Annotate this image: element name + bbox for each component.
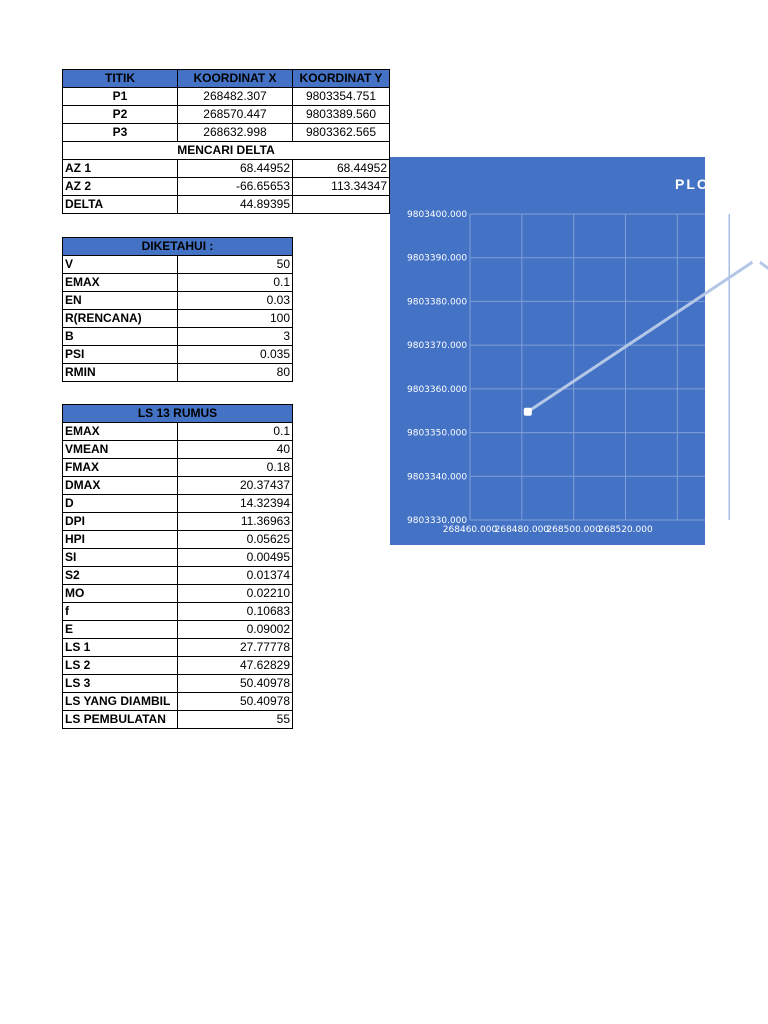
table-row xyxy=(63,549,293,567)
cell[interactable]: 113.34347 xyxy=(293,178,390,196)
value-cell[interactable]: 27.77778 xyxy=(178,639,293,657)
column-header[interactable]: KOORDINAT X xyxy=(178,70,293,88)
table-row xyxy=(63,639,293,657)
label-cell[interactable]: LS PEMBULATAN xyxy=(63,711,178,729)
label-cell[interactable]: RMIN xyxy=(63,364,178,382)
chart-title: PLO xyxy=(675,176,710,192)
table-row xyxy=(63,292,293,310)
cell[interactable]: 9803362.565 xyxy=(293,124,390,142)
table-row xyxy=(63,567,293,585)
cell[interactable]: 68.44952 xyxy=(178,160,293,178)
ls-formula-body xyxy=(63,423,293,729)
table-header-row xyxy=(63,70,390,88)
value-cell[interactable]: 0.18 xyxy=(178,459,293,477)
cell[interactable]: 68.44952 xyxy=(293,160,390,178)
value-cell[interactable]: 0.03 xyxy=(178,292,293,310)
value-cell[interactable]: 80 xyxy=(178,364,293,382)
cell[interactable]: P3 xyxy=(63,124,178,142)
value-cell[interactable]: 50 xyxy=(178,256,293,274)
label-cell[interactable]: D xyxy=(63,495,178,513)
cell[interactable]: 268632.998 xyxy=(178,124,293,142)
value-cell[interactable]: 0.035 xyxy=(178,346,293,364)
value-cell[interactable]: 0.05625 xyxy=(178,531,293,549)
label-cell[interactable]: MO xyxy=(63,585,178,603)
value-cell[interactable]: 11.36963 xyxy=(178,513,293,531)
label-cell[interactable]: EMAX xyxy=(63,423,178,441)
cell[interactable]: AZ 2 xyxy=(63,178,178,196)
table-row xyxy=(63,603,293,621)
label-cell[interactable]: HPI xyxy=(63,531,178,549)
value-cell[interactable]: 50.40978 xyxy=(178,693,293,711)
label-cell[interactable]: EMAX xyxy=(63,274,178,292)
table-row xyxy=(63,328,293,346)
table-row xyxy=(63,310,293,328)
value-cell[interactable]: 47.62829 xyxy=(178,657,293,675)
cell[interactable]: 44.89395 xyxy=(178,196,293,214)
known-values-body xyxy=(63,256,293,382)
value-cell[interactable]: 0.01374 xyxy=(178,567,293,585)
value-cell[interactable]: 55 xyxy=(178,711,293,729)
cell[interactable]: DELTA xyxy=(63,196,178,214)
cell[interactable]: 9803389.560 xyxy=(293,106,390,124)
x-tick-label: 268460.000 xyxy=(442,525,498,535)
data-point[interactable] xyxy=(752,256,760,264)
table-row xyxy=(63,196,390,214)
cell[interactable]: 9803354.751 xyxy=(293,88,390,106)
label-cell[interactable]: f xyxy=(63,603,178,621)
coordinates-table xyxy=(62,69,390,214)
table-row xyxy=(63,657,293,675)
value-cell[interactable]: 14.32394 xyxy=(178,495,293,513)
y-tick-label: 9803400.000 xyxy=(407,210,468,220)
table-row xyxy=(63,364,293,382)
plot-chart[interactable] xyxy=(390,157,710,545)
label-cell[interactable]: V xyxy=(63,256,178,274)
label-cell[interactable]: S2 xyxy=(63,567,178,585)
table-row xyxy=(63,711,293,729)
label-cell[interactable]: PSI xyxy=(63,346,178,364)
value-cell[interactable]: 50.40978 xyxy=(178,675,293,693)
cell[interactable]: P2 xyxy=(63,106,178,124)
table-row xyxy=(63,495,293,513)
table-row xyxy=(63,178,390,196)
table-row xyxy=(63,459,293,477)
y-tick-label: 9803380.000 xyxy=(407,297,468,308)
label-cell[interactable]: DMAX xyxy=(63,477,178,495)
label-cell[interactable]: LS 2 xyxy=(63,657,178,675)
table-row xyxy=(63,693,293,711)
label-cell[interactable]: SI xyxy=(63,549,178,567)
table-row xyxy=(63,88,390,106)
value-cell[interactable]: 0.09002 xyxy=(178,621,293,639)
table-row xyxy=(63,675,293,693)
label-cell[interactable]: LS YANG DIAMBIL xyxy=(63,693,178,711)
x-tick-label: 268520.000 xyxy=(598,525,653,535)
label-cell[interactable]: FMAX xyxy=(63,459,178,477)
table-row xyxy=(63,256,293,274)
x-tick-label: 268500.000 xyxy=(546,525,601,535)
y-tick-label: 9803360.000 xyxy=(407,384,468,395)
table-row xyxy=(63,346,293,364)
column-header[interactable]: TITIK xyxy=(63,70,178,88)
table-header[interactable]: DIKETAHUI : xyxy=(63,238,293,256)
table-row xyxy=(63,513,293,531)
value-cell[interactable]: 0.02210 xyxy=(178,585,293,603)
table-row xyxy=(63,531,293,549)
table-row xyxy=(63,477,293,495)
column-header[interactable]: KOORDINAT Y xyxy=(293,70,390,88)
y-tick-label: 9803330.000 xyxy=(407,516,468,526)
cell[interactable] xyxy=(293,196,390,214)
value-cell[interactable]: 3 xyxy=(178,328,293,346)
label-cell[interactable]: E xyxy=(63,621,178,639)
label-cell[interactable]: LS 1 xyxy=(63,639,178,657)
ls-formula-table xyxy=(62,404,293,729)
data-point[interactable] xyxy=(524,408,532,416)
value-cell[interactable]: 0.10683 xyxy=(178,603,293,621)
section-label-cell[interactable]: MENCARI DELTA xyxy=(63,142,390,160)
label-cell[interactable]: LS 3 xyxy=(63,675,178,693)
value-cell[interactable]: 0.1 xyxy=(178,423,293,441)
label-cell[interactable]: B xyxy=(63,328,178,346)
y-tick-label: 9803340.000 xyxy=(407,472,468,483)
table-row xyxy=(63,142,390,160)
cell[interactable]: -66.65653 xyxy=(178,178,293,196)
label-cell[interactable]: R(RENCANA) xyxy=(63,310,178,328)
x-tick-label: 268480.000 xyxy=(494,525,550,535)
table-row xyxy=(63,621,293,639)
value-cell[interactable]: 0.1 xyxy=(178,274,293,292)
table-header[interactable]: LS 13 RUMUS xyxy=(63,405,293,423)
cell[interactable]: 268482.307 xyxy=(178,88,293,106)
cell[interactable]: AZ 1 xyxy=(63,160,178,178)
table-row xyxy=(63,106,390,124)
table-header-row xyxy=(63,238,293,256)
value-cell[interactable]: 20.37437 xyxy=(178,477,293,495)
chart-svg xyxy=(390,157,710,545)
label-cell[interactable]: VMEAN xyxy=(63,441,178,459)
table-row xyxy=(63,274,293,292)
label-cell[interactable]: DPI xyxy=(63,513,178,531)
cell[interactable]: P1 xyxy=(63,88,178,106)
known-values-table xyxy=(62,237,293,382)
value-cell[interactable]: 100 xyxy=(178,310,293,328)
table-row xyxy=(63,423,293,441)
y-tick-label: 9803350.000 xyxy=(407,428,468,439)
table-header-row xyxy=(63,405,293,423)
table-row xyxy=(63,124,390,142)
table-row xyxy=(63,441,293,459)
table-row xyxy=(63,585,293,603)
y-tick-label: 9803390.000 xyxy=(407,253,468,264)
value-cell[interactable]: 40 xyxy=(178,441,293,459)
y-tick-label: 9803370.000 xyxy=(407,341,468,352)
cell[interactable]: 268570.447 xyxy=(178,106,293,124)
table-row xyxy=(63,160,390,178)
label-cell[interactable]: EN xyxy=(63,292,178,310)
value-cell[interactable]: 0.00495 xyxy=(178,549,293,567)
